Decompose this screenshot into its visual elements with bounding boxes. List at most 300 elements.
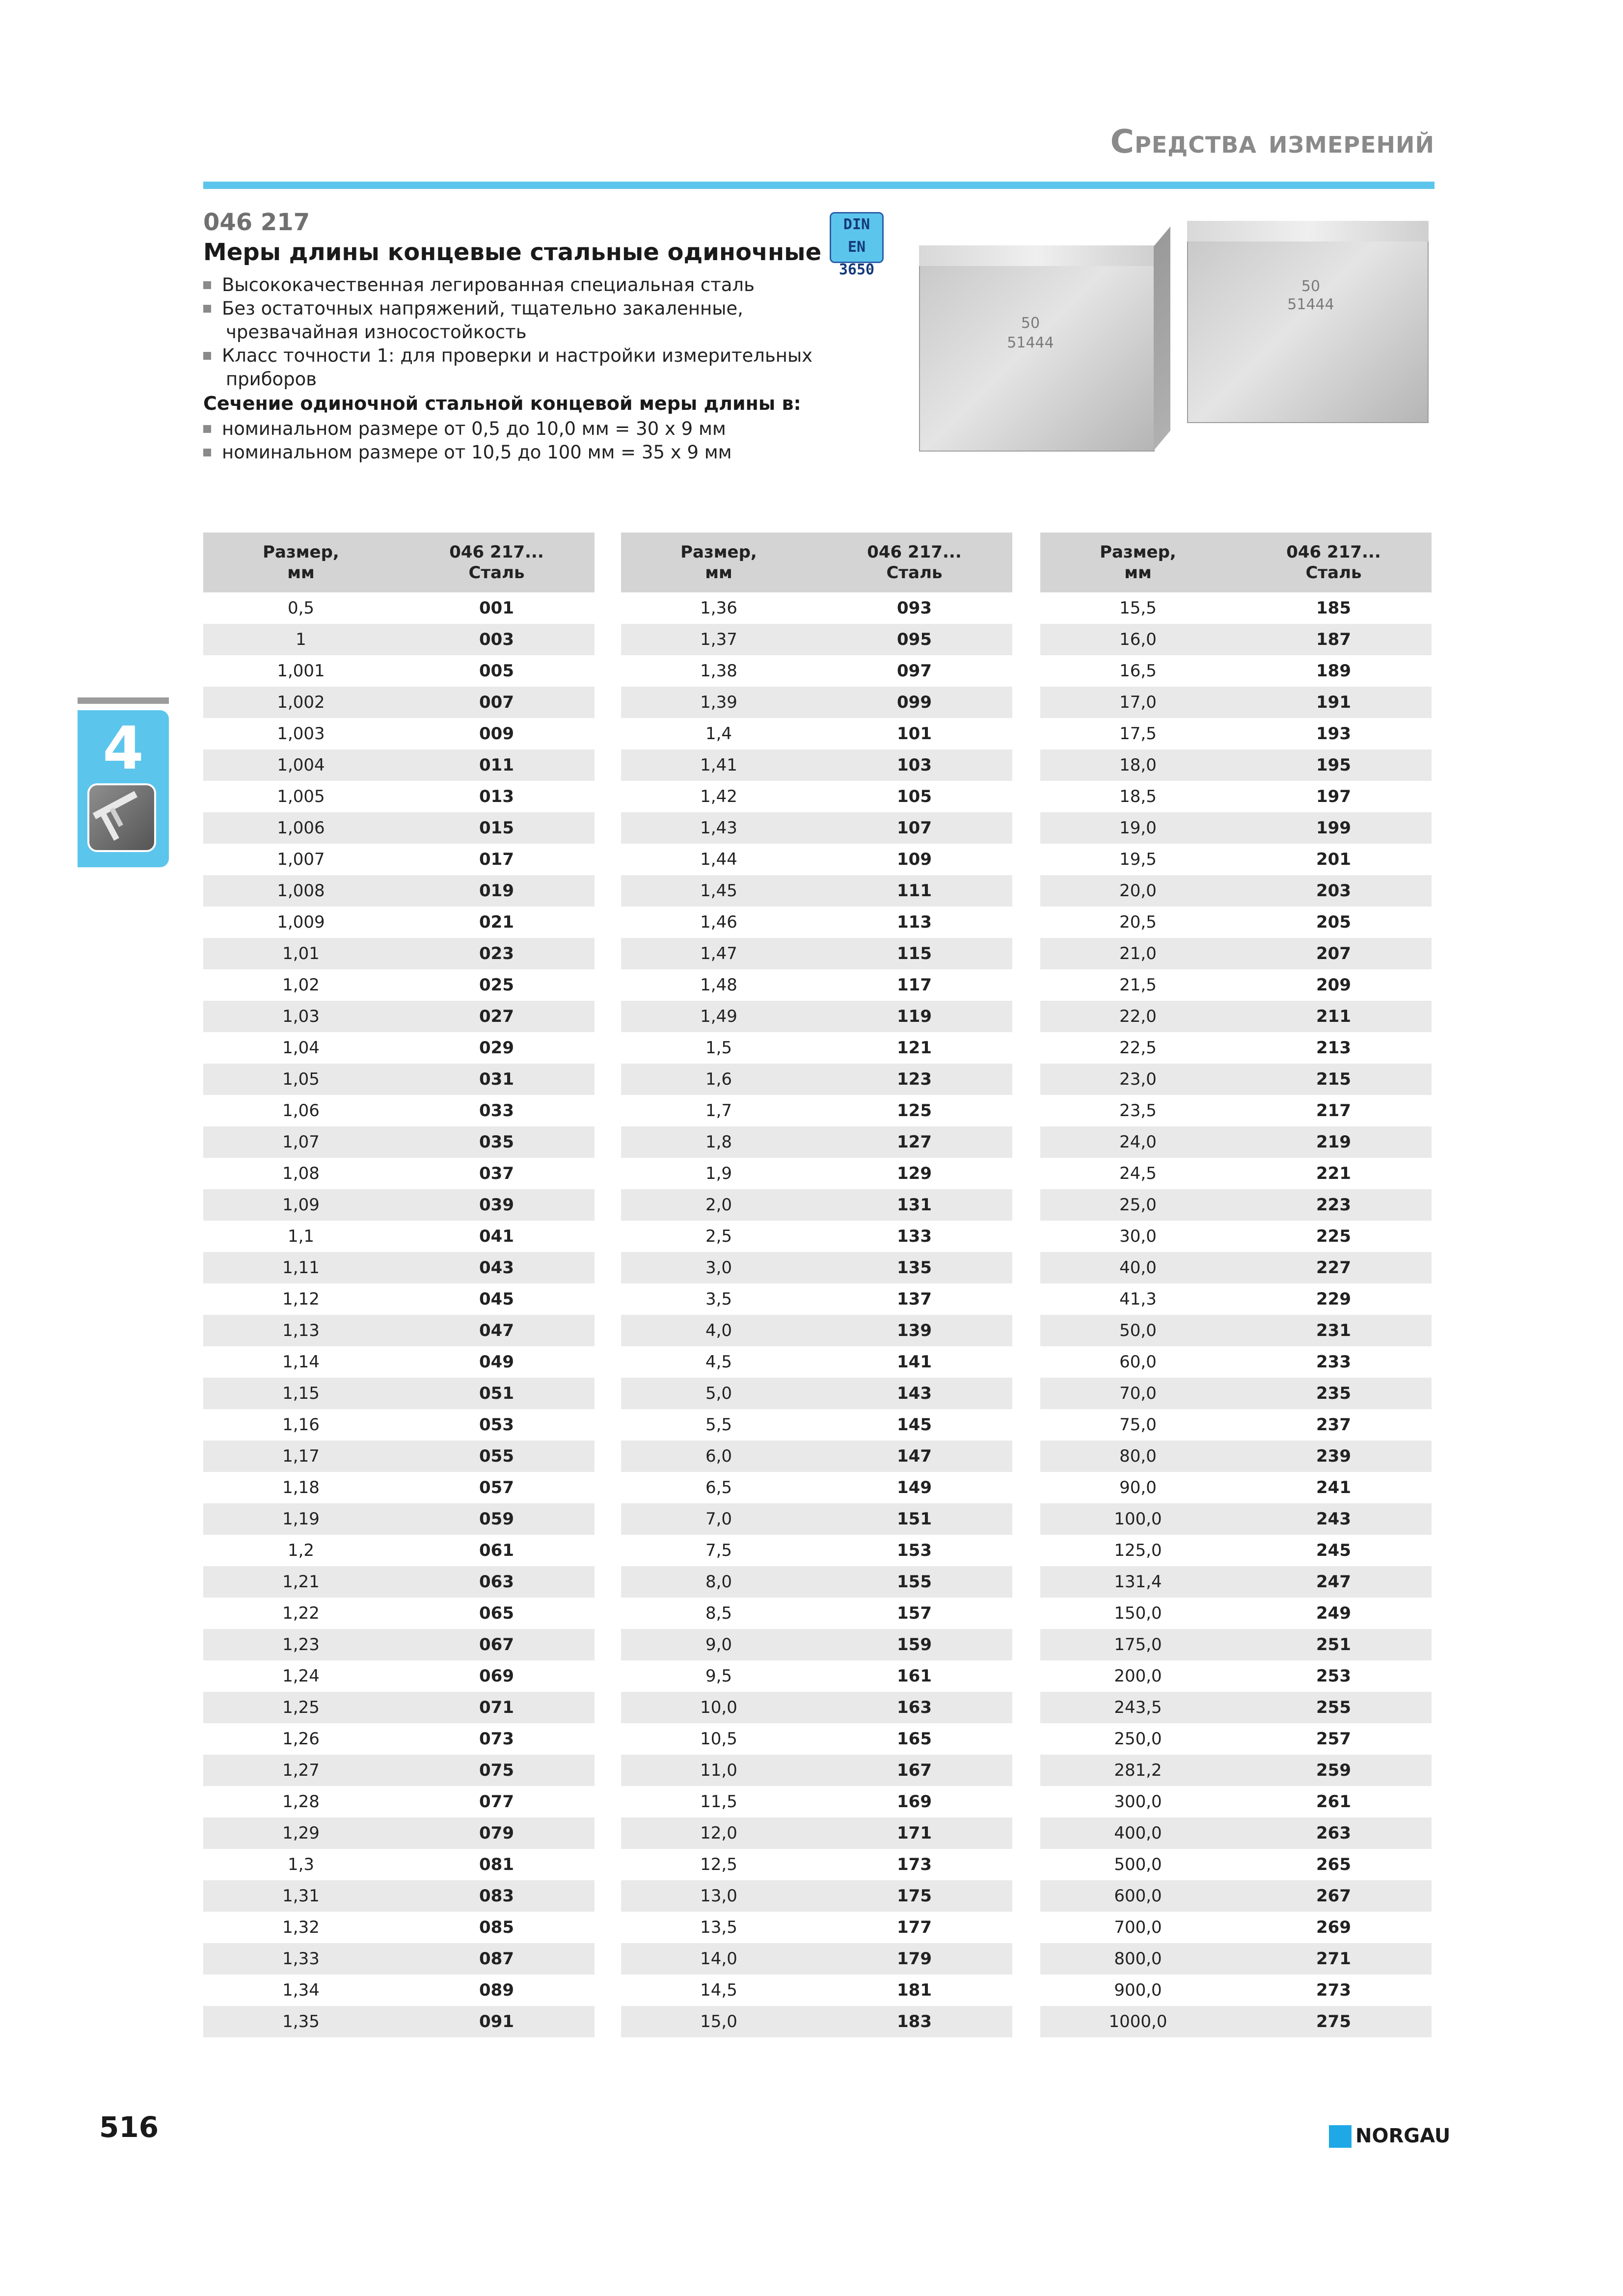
size-cell: 12,0 bbox=[621, 1817, 816, 1849]
table-row bbox=[203, 1283, 595, 1315]
code-cell: 241 bbox=[1316, 1478, 1351, 1497]
size-cell: 125,0 bbox=[1114, 1541, 1162, 1560]
size-cell: 19,0 bbox=[1040, 812, 1236, 844]
size-cell: 1,6 bbox=[621, 1064, 816, 1095]
table-row bbox=[203, 1692, 595, 1723]
size-cell: 1,2 bbox=[287, 1541, 315, 1560]
size-cell: 1,34 bbox=[282, 1980, 320, 2000]
table-row bbox=[621, 1566, 1012, 1598]
size-cell: 1,01 bbox=[203, 938, 399, 969]
code-cell: 029 bbox=[479, 1038, 514, 1058]
code-cell: 177 bbox=[897, 1918, 932, 1937]
table-row bbox=[1040, 1126, 1432, 1158]
code-cell: 143 bbox=[816, 1378, 1012, 1409]
table-row bbox=[621, 1660, 1012, 1692]
header-text: мм bbox=[705, 563, 732, 583]
size-cell: 15,0 bbox=[621, 2006, 816, 2037]
table-row bbox=[203, 1378, 595, 1409]
code-cell: 005 bbox=[479, 661, 514, 681]
section-heading: Сечение одиночной стальной концевой меры длины в: bbox=[203, 393, 801, 414]
header-size bbox=[1040, 533, 1236, 592]
size-cell: 1,005 bbox=[277, 787, 325, 806]
chapter-number: 4 bbox=[103, 715, 144, 783]
table-row bbox=[1040, 1503, 1432, 1535]
code-cell: 255 bbox=[1236, 1692, 1432, 1723]
table-row bbox=[621, 1503, 1012, 1535]
table-row bbox=[621, 592, 1012, 624]
size-cell: 8,5 bbox=[705, 1603, 732, 1623]
code-cell: 175 bbox=[816, 1880, 1012, 1912]
table-row bbox=[1040, 592, 1432, 624]
table-row bbox=[1040, 1283, 1432, 1315]
table-row bbox=[1040, 938, 1432, 969]
code-cell: 265 bbox=[1316, 1855, 1351, 1874]
table-row bbox=[621, 781, 1012, 812]
header-text: Размер, bbox=[680, 542, 757, 562]
page-number: 516 bbox=[99, 2110, 159, 2144]
size-cell: 1,25 bbox=[203, 1692, 399, 1723]
table-row bbox=[621, 969, 1012, 1001]
table-row bbox=[621, 1252, 1012, 1283]
code-cell: 099 bbox=[816, 687, 1012, 718]
size-cell: 80,0 bbox=[1040, 1441, 1236, 1472]
code-cell: 041 bbox=[479, 1227, 514, 1246]
table-row bbox=[621, 624, 1012, 655]
code-cell: 111 bbox=[816, 875, 1012, 907]
table-row bbox=[621, 1912, 1012, 1943]
table-row bbox=[1040, 781, 1432, 812]
size-cell: 700,0 bbox=[1114, 1918, 1162, 1937]
bullet-square-icon bbox=[203, 352, 211, 360]
code-cell: 037 bbox=[479, 1164, 514, 1183]
table-row bbox=[203, 812, 595, 844]
code-cell: 181 bbox=[897, 1980, 932, 2000]
size-cell: 1,4 bbox=[705, 724, 732, 744]
gauge-block-side bbox=[1154, 226, 1170, 451]
size-cell: 1,003 bbox=[277, 724, 325, 744]
feature-text-continued: приборов bbox=[226, 369, 317, 390]
size-cell: 22,5 bbox=[1119, 1038, 1157, 1058]
size-cell: 1,41 bbox=[621, 749, 816, 781]
table-row bbox=[621, 1472, 1012, 1503]
code-cell: 251 bbox=[1236, 1629, 1432, 1660]
header-code bbox=[816, 533, 1012, 592]
table-row bbox=[1040, 844, 1432, 875]
size-cell: 24,0 bbox=[1040, 1126, 1236, 1158]
table-row bbox=[621, 1283, 1012, 1315]
gauge-block-image bbox=[1187, 240, 1429, 423]
table-row bbox=[621, 1943, 1012, 1975]
size-cell: 1,008 bbox=[203, 875, 399, 907]
table-row bbox=[203, 1943, 595, 1975]
size-cell: 1,1 bbox=[287, 1227, 315, 1246]
size-cell: 4,5 bbox=[705, 1352, 732, 1372]
table-row bbox=[621, 718, 1012, 749]
size-cell: 1,007 bbox=[277, 850, 325, 869]
size-cell: 11,5 bbox=[700, 1792, 737, 1812]
size-cell: 1,04 bbox=[282, 1038, 320, 1058]
table-row bbox=[621, 1221, 1012, 1252]
table-row bbox=[621, 1095, 1012, 1126]
table-row bbox=[621, 1975, 1012, 2006]
table-row bbox=[621, 1032, 1012, 1064]
header-text: Размер, bbox=[263, 542, 339, 562]
code-cell: 101 bbox=[897, 724, 932, 744]
size-cell: 18,0 bbox=[1040, 749, 1236, 781]
size-cell: 23,5 bbox=[1119, 1101, 1157, 1121]
table-row bbox=[203, 1189, 595, 1221]
section-text: номинальном размере от 0,5 до 10,0 мм = 30 x 9 мм bbox=[222, 418, 726, 439]
table-row bbox=[203, 875, 595, 907]
size-cell: 1,47 bbox=[621, 938, 816, 969]
size-cell: 3,5 bbox=[705, 1289, 732, 1309]
bullet-square-icon bbox=[203, 425, 211, 433]
code-cell: 093 bbox=[897, 598, 932, 618]
table-row bbox=[203, 1755, 595, 1786]
size-cell: 1,009 bbox=[277, 912, 325, 932]
table-row bbox=[1040, 687, 1432, 718]
block-mark: 51444 bbox=[1007, 334, 1054, 351]
table-row bbox=[1040, 1409, 1432, 1441]
brand-logo-icon bbox=[1329, 2125, 1352, 2148]
code-cell: 119 bbox=[816, 1001, 1012, 1032]
size-cell: 1,19 bbox=[203, 1503, 399, 1535]
size-cell: 150,0 bbox=[1114, 1603, 1162, 1623]
size-cell: 1,13 bbox=[203, 1315, 399, 1346]
table-row bbox=[621, 1880, 1012, 1912]
code-cell: 019 bbox=[399, 875, 595, 907]
size-cell: 1,004 bbox=[203, 749, 399, 781]
table-row bbox=[1040, 1346, 1432, 1378]
table-row bbox=[1040, 1472, 1432, 1503]
code-cell: 261 bbox=[1316, 1792, 1351, 1812]
code-cell: 249 bbox=[1316, 1603, 1351, 1623]
article-number: 046 217 bbox=[203, 209, 310, 236]
block-mark: 50 bbox=[1301, 278, 1321, 295]
brand-name: NORGAU bbox=[1355, 2125, 1451, 2147]
code-cell: 267 bbox=[1236, 1880, 1432, 1912]
table-row bbox=[621, 1158, 1012, 1189]
size-cell: 22,0 bbox=[1040, 1001, 1236, 1032]
table-row bbox=[1040, 655, 1432, 687]
code-cell: 221 bbox=[1316, 1164, 1351, 1183]
code-cell: 211 bbox=[1236, 1001, 1432, 1032]
table-row bbox=[203, 1064, 595, 1095]
size-cell: 1,23 bbox=[203, 1629, 399, 1660]
table-row bbox=[203, 592, 595, 624]
table-row bbox=[203, 1880, 595, 1912]
table-row bbox=[203, 1975, 595, 2006]
size-cell: 17,5 bbox=[1119, 724, 1157, 744]
code-cell: 053 bbox=[479, 1415, 514, 1435]
code-cell: 089 bbox=[479, 1980, 514, 2000]
table-row bbox=[203, 1723, 595, 1755]
product-title: Меры длины концевые стальные одиночные bbox=[203, 239, 822, 266]
code-cell: 027 bbox=[399, 1001, 595, 1032]
code-cell: 199 bbox=[1236, 812, 1432, 844]
code-cell: 047 bbox=[399, 1315, 595, 1346]
code-cell: 141 bbox=[897, 1352, 932, 1372]
code-cell: 271 bbox=[1236, 1943, 1432, 1975]
code-cell: 055 bbox=[399, 1441, 595, 1472]
code-cell: 131 bbox=[816, 1189, 1012, 1221]
code-cell: 163 bbox=[816, 1692, 1012, 1723]
size-cell: 24,5 bbox=[1119, 1164, 1157, 1183]
header-text: Размер, bbox=[1100, 542, 1176, 562]
table-row bbox=[1040, 1064, 1432, 1095]
size-cell: 1,33 bbox=[203, 1943, 399, 1975]
code-cell: 153 bbox=[897, 1541, 932, 1560]
size-cell: 9,5 bbox=[705, 1666, 732, 1686]
size-cell: 1,24 bbox=[282, 1666, 320, 1686]
header-text: Сталь bbox=[886, 563, 943, 583]
table-row bbox=[203, 1629, 595, 1660]
code-cell: 057 bbox=[479, 1478, 514, 1497]
code-cell: 045 bbox=[479, 1289, 514, 1309]
table-row bbox=[203, 1221, 595, 1252]
size-cell: 1,28 bbox=[282, 1792, 320, 1812]
table-row bbox=[203, 938, 595, 969]
code-cell: 125 bbox=[897, 1101, 932, 1121]
code-cell: 133 bbox=[897, 1227, 932, 1246]
code-cell: 197 bbox=[1316, 787, 1351, 806]
code-cell: 127 bbox=[816, 1126, 1012, 1158]
table-row bbox=[1040, 1378, 1432, 1409]
code-cell: 223 bbox=[1236, 1189, 1432, 1221]
size-cell: 1,5 bbox=[705, 1038, 732, 1058]
code-cell: 121 bbox=[897, 1038, 932, 1058]
size-cell: 1,48 bbox=[700, 975, 737, 995]
table-row bbox=[1040, 1849, 1432, 1880]
table-row bbox=[203, 1660, 595, 1692]
code-cell: 109 bbox=[897, 850, 932, 869]
size-cell: 20,5 bbox=[1119, 912, 1157, 932]
table-row bbox=[1040, 624, 1432, 655]
size-cell: 131,4 bbox=[1040, 1566, 1236, 1598]
section-title: Средства измерений bbox=[1110, 123, 1434, 160]
size-cell: 1,05 bbox=[203, 1064, 399, 1095]
size-cell: 100,0 bbox=[1040, 1503, 1236, 1535]
code-cell: 207 bbox=[1236, 938, 1432, 969]
table-row bbox=[203, 1849, 595, 1880]
size-cell: 18,5 bbox=[1119, 787, 1157, 806]
size-cell: 1,12 bbox=[282, 1289, 320, 1309]
size-cell: 16,0 bbox=[1040, 624, 1236, 655]
feature-text: Без остаточных напряжений, тщательно закаленные, bbox=[222, 298, 743, 319]
table-row bbox=[203, 1095, 595, 1126]
table-row bbox=[621, 907, 1012, 938]
table-row bbox=[203, 687, 595, 718]
table-row bbox=[203, 1912, 595, 1943]
table-row bbox=[621, 1189, 1012, 1221]
code-cell: 155 bbox=[816, 1566, 1012, 1598]
size-cell: 175,0 bbox=[1040, 1629, 1236, 1660]
bullet-square-icon bbox=[203, 281, 211, 289]
code-cell: 235 bbox=[1236, 1378, 1432, 1409]
table-row bbox=[203, 655, 595, 687]
code-cell: 003 bbox=[399, 624, 595, 655]
table-row bbox=[203, 749, 595, 781]
size-cell: 200,0 bbox=[1114, 1666, 1162, 1686]
table-row bbox=[621, 1409, 1012, 1441]
size-cell: 1,45 bbox=[621, 875, 816, 907]
code-cell: 023 bbox=[399, 938, 595, 969]
code-cell: 083 bbox=[399, 1880, 595, 1912]
code-cell: 167 bbox=[816, 1755, 1012, 1786]
size-table bbox=[1040, 533, 1432, 2037]
header-text: 046 217... bbox=[1286, 542, 1381, 562]
size-cell: 8,0 bbox=[621, 1566, 816, 1598]
badge-line: DIN EN bbox=[843, 216, 870, 256]
code-cell: 013 bbox=[479, 787, 514, 806]
size-cell: 7,5 bbox=[705, 1541, 732, 1560]
table-row bbox=[203, 844, 595, 875]
header-size bbox=[621, 533, 816, 592]
table-row bbox=[1040, 2006, 1432, 2037]
size-cell: 1,07 bbox=[203, 1126, 399, 1158]
code-cell: 073 bbox=[479, 1729, 514, 1749]
size-cell: 500,0 bbox=[1114, 1855, 1162, 1874]
size-cell: 1,46 bbox=[700, 912, 737, 932]
code-cell: 113 bbox=[897, 912, 932, 932]
chapter-tab-bar bbox=[78, 697, 169, 704]
code-cell: 157 bbox=[897, 1603, 932, 1623]
size-cell: 5,0 bbox=[621, 1378, 816, 1409]
feature-bullet bbox=[203, 273, 755, 297]
size-table bbox=[621, 533, 1012, 2037]
size-cell: 19,5 bbox=[1119, 850, 1157, 869]
code-cell: 201 bbox=[1316, 850, 1351, 869]
code-cell: 069 bbox=[479, 1666, 514, 1686]
table-row bbox=[621, 1001, 1012, 1032]
code-cell: 259 bbox=[1236, 1755, 1432, 1786]
header-size bbox=[203, 533, 399, 592]
code-cell: 205 bbox=[1316, 912, 1351, 932]
code-cell: 051 bbox=[399, 1378, 595, 1409]
code-cell: 039 bbox=[399, 1189, 595, 1221]
size-cell: 1,38 bbox=[700, 661, 737, 681]
code-cell: 203 bbox=[1236, 875, 1432, 907]
table-row bbox=[621, 749, 1012, 781]
table-row bbox=[621, 844, 1012, 875]
code-cell: 149 bbox=[897, 1478, 932, 1497]
table-row bbox=[1040, 875, 1432, 907]
table-row bbox=[1040, 1817, 1432, 1849]
table-row bbox=[621, 1126, 1012, 1158]
table-row bbox=[1040, 1095, 1432, 1126]
code-cell: 031 bbox=[399, 1064, 595, 1095]
size-cell: 900,0 bbox=[1114, 1980, 1162, 2000]
table-row bbox=[1040, 1221, 1432, 1252]
code-cell: 001 bbox=[479, 598, 514, 618]
header-text: 046 217... bbox=[867, 542, 962, 562]
code-cell: 075 bbox=[399, 1755, 595, 1786]
header-text: мм bbox=[1124, 563, 1152, 583]
size-cell: 16,5 bbox=[1119, 661, 1157, 681]
code-cell: 007 bbox=[399, 687, 595, 718]
code-cell: 129 bbox=[897, 1164, 932, 1183]
code-cell: 227 bbox=[1236, 1252, 1432, 1283]
size-cell: 10,0 bbox=[621, 1692, 816, 1723]
size-cell: 1,29 bbox=[203, 1817, 399, 1849]
table-row bbox=[203, 1346, 595, 1378]
size-cell: 10,5 bbox=[700, 1729, 737, 1749]
badge-line: 3650 bbox=[839, 261, 875, 278]
table-row bbox=[203, 1817, 595, 1849]
code-cell: 117 bbox=[897, 975, 932, 995]
size-cell: 1,16 bbox=[282, 1415, 320, 1435]
code-cell: 091 bbox=[399, 2006, 595, 2037]
code-cell: 219 bbox=[1236, 1126, 1432, 1158]
code-cell: 033 bbox=[479, 1101, 514, 1121]
code-cell: 243 bbox=[1236, 1503, 1432, 1535]
table-row bbox=[1040, 1315, 1432, 1346]
code-cell: 217 bbox=[1316, 1101, 1351, 1121]
table-row bbox=[203, 1598, 595, 1629]
code-cell: 263 bbox=[1236, 1817, 1432, 1849]
table-row bbox=[203, 1032, 595, 1064]
table-row bbox=[1040, 1943, 1432, 1975]
code-cell: 233 bbox=[1316, 1352, 1351, 1372]
size-cell: 40,0 bbox=[1040, 1252, 1236, 1283]
code-cell: 135 bbox=[816, 1252, 1012, 1283]
code-cell: 275 bbox=[1236, 2006, 1432, 2037]
size-cell: 25,0 bbox=[1040, 1189, 1236, 1221]
header-text: Сталь bbox=[468, 563, 525, 583]
code-cell: 085 bbox=[479, 1918, 514, 1937]
header-code bbox=[1236, 533, 1432, 592]
code-cell: 103 bbox=[816, 749, 1012, 781]
bullet-square-icon bbox=[203, 305, 211, 313]
gauge-block-top bbox=[919, 245, 1155, 266]
size-cell: 70,0 bbox=[1040, 1378, 1236, 1409]
code-cell: 185 bbox=[1316, 598, 1351, 618]
code-cell: 025 bbox=[479, 975, 514, 995]
code-cell: 187 bbox=[1236, 624, 1432, 655]
code-cell: 253 bbox=[1316, 1666, 1351, 1686]
code-cell: 139 bbox=[816, 1315, 1012, 1346]
table-row bbox=[203, 1535, 595, 1566]
size-cell: 1,27 bbox=[203, 1755, 399, 1786]
code-cell: 237 bbox=[1316, 1415, 1351, 1435]
size-cell: 1,36 bbox=[700, 598, 737, 618]
table-row bbox=[203, 624, 595, 655]
header-code bbox=[399, 533, 595, 592]
table-row bbox=[621, 938, 1012, 969]
table-row bbox=[621, 1692, 1012, 1723]
table-header-row bbox=[1040, 533, 1432, 592]
code-cell: 191 bbox=[1236, 687, 1432, 718]
size-cell: 1,8 bbox=[621, 1126, 816, 1158]
table-row bbox=[1040, 749, 1432, 781]
code-cell: 273 bbox=[1316, 1980, 1351, 2000]
table-row bbox=[621, 1535, 1012, 1566]
code-cell: 213 bbox=[1316, 1038, 1351, 1058]
size-cell: 250,0 bbox=[1114, 1729, 1162, 1749]
table-row bbox=[203, 1126, 595, 1158]
table-row bbox=[1040, 1692, 1432, 1723]
table-row bbox=[1040, 1629, 1432, 1660]
code-cell: 165 bbox=[897, 1729, 932, 1749]
table-row bbox=[621, 1817, 1012, 1849]
table-row bbox=[1040, 1755, 1432, 1786]
size-cell: 21,5 bbox=[1119, 975, 1157, 995]
table-row bbox=[203, 1315, 595, 1346]
table-row bbox=[1040, 718, 1432, 749]
header-rule bbox=[203, 182, 1434, 189]
size-cell: 75,0 bbox=[1119, 1415, 1157, 1435]
table-row bbox=[203, 1252, 595, 1283]
